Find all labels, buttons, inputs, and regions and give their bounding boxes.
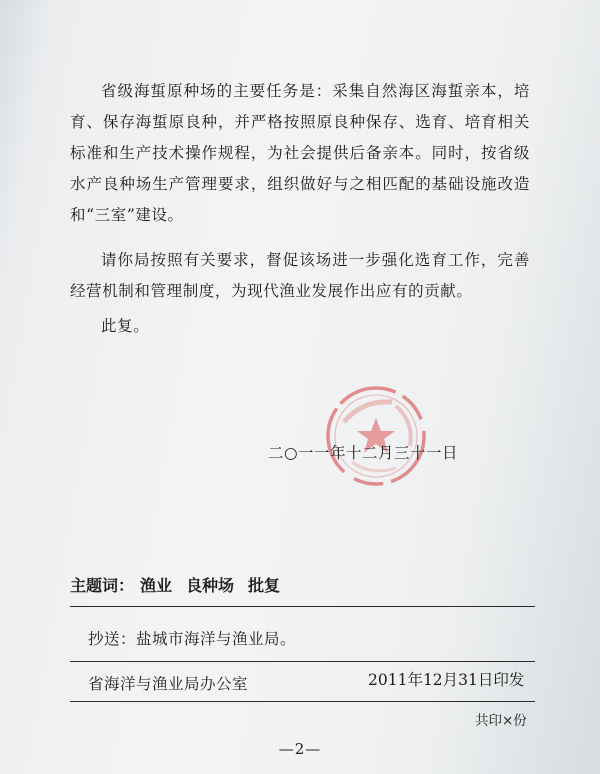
- keywords-line: [70, 573, 280, 596]
- divider: [70, 701, 535, 702]
- page-number: —2—: [278, 740, 322, 758]
- official-seal-icon: [322, 382, 430, 490]
- body-paragraph-request: 请你局按照有关要求，督促该场进一步强化选育工作，完善经营机制和管理制度，为现代渔业发展作出应有的贡献。: [70, 251, 530, 300]
- signature-date: 二○一一年十二月三十一日: [268, 444, 459, 462]
- copies-count: 共印×份: [475, 713, 527, 729]
- issuer-office: 省海洋与渔业局办公室: [88, 675, 249, 693]
- keyword-item: 渔业: [140, 576, 173, 595]
- divider: [70, 661, 535, 662]
- divider: [70, 606, 535, 607]
- cc-line: 抄送：盐城市海洋与渔业局。: [88, 630, 297, 648]
- keywords-label: 主题词：: [70, 576, 135, 595]
- keyword-item: 良种场: [186, 576, 235, 595]
- print-date: 2011年12月31日印发: [368, 671, 525, 689]
- body-paragraph-tasks: 省级海蜇原种场的主要任务是：采集自然海区海蜇亲本，培育、保存海蜇原良种，并严格按照原良种保存、选育、培育相关标准和生产技术操作规程，为社会提供后备亲本。同时，按省级水产良种场生产管理要求，组织做好与之相匹配的基础设施改造和“三室”建设。: [70, 82, 530, 224]
- keyword-item: 批复: [248, 576, 281, 595]
- body-paragraph-closing: 此复。: [101, 317, 150, 335]
